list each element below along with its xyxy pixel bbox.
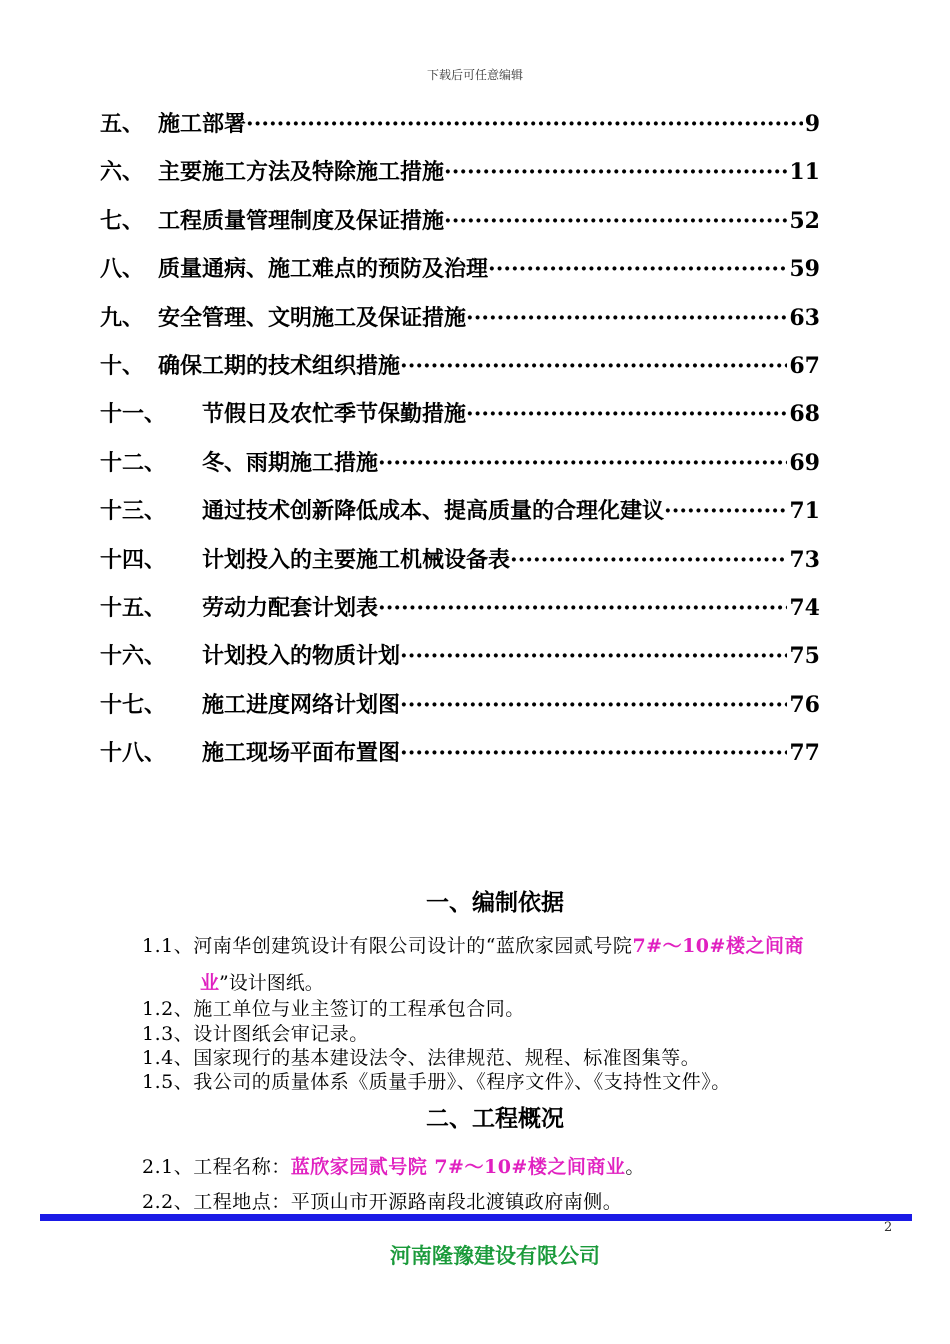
page-number: 2: [884, 1220, 893, 1235]
toc-row: [100, 300, 820, 348]
toc-row: [100, 396, 820, 444]
basis-item-1-text: 1.1、河南华创建筑设计有限公司设计的“蓝欣家园贰号院: [142, 935, 633, 957]
toc-number: 五、: [100, 111, 145, 137]
overview-item-2: 2.2、工程地点：平顶山市开源路南段北渡镇政府南侧。: [142, 1191, 623, 1213]
toc-leader-dots: [400, 638, 787, 674]
toc-row: [100, 203, 820, 251]
overview-item-1-end: 。: [625, 1156, 645, 1178]
toc-title: 劳动力配套计划表: [202, 594, 379, 621]
toc-number: 十、: [100, 352, 145, 379]
toc-title: 质量通病、施工难点的预防及治理: [158, 256, 489, 283]
toc-number: 十七、: [100, 691, 167, 718]
toc-page-number: 77: [789, 740, 820, 767]
toc-title: 确保工期的技术组织措施: [158, 352, 401, 379]
toc-number: 十五、: [100, 594, 167, 621]
section-heading-basis: 一、编制依据: [426, 889, 564, 916]
basis-item-1-text-end: ”设计图纸。: [219, 972, 324, 994]
overview-item-1: [142, 1152, 645, 1179]
toc-number: 十一、: [100, 401, 167, 428]
toc-leader-dots: [488, 251, 787, 287]
toc-page-number: 76: [789, 691, 820, 718]
basis-item-1-cont: [200, 968, 324, 995]
toc-number: 八、: [100, 256, 145, 283]
toc-number: 十八、: [100, 740, 167, 767]
toc-leader-dots: [444, 154, 787, 190]
toc-leader-dots: [664, 493, 787, 529]
toc-page-number: 73: [789, 546, 820, 573]
toc-title: 施工现场平面布置图: [202, 740, 401, 767]
toc-page-number: 75: [789, 643, 820, 670]
toc-title: 施工部署: [158, 111, 247, 137]
toc-title: 计划投入的物质计划: [202, 643, 401, 670]
toc-leader-dots: [378, 590, 787, 626]
toc-number: 十四、: [100, 546, 167, 573]
section-heading-overview: 二、工程概况: [426, 1105, 564, 1132]
basis-item-1-highlight: 7#～10#楼之间商: [632, 935, 804, 957]
toc-number: 七、: [100, 207, 145, 234]
basis-item-1-highlight-cont: 业: [200, 972, 220, 994]
toc-leader-dots: [510, 542, 787, 578]
toc-leader-dots: [466, 300, 787, 336]
toc-title: 施工进度网络计划图: [202, 691, 401, 718]
toc-row: [100, 154, 820, 202]
toc-title: 通过技术创新降低成本、提高质量的合理化建议: [202, 498, 665, 525]
toc-row: [100, 445, 820, 493]
toc-number: 九、: [100, 304, 145, 331]
toc-leader-dots: [400, 735, 787, 771]
basis-item-3: 1.3、设计图纸会审记录。: [142, 1023, 369, 1045]
toc-title: 冬、雨期施工措施: [202, 449, 379, 476]
toc-leader-dots: [466, 396, 787, 432]
toc-row: [100, 348, 820, 396]
toc-leader-dots: [246, 106, 803, 142]
toc-page-number: 11: [789, 159, 820, 186]
overview-item-1-highlight: 蓝欣家园贰号院 7#～10#楼之间商业: [290, 1156, 626, 1178]
toc-leader-dots: [400, 687, 787, 723]
toc-title: 节假日及农忙季节保勤措施: [202, 401, 467, 428]
basis-item-5: 1.5、我公司的质量体系《质量手册》、《程序文件》、《支持性文件》。: [142, 1071, 731, 1093]
toc-number: 十六、: [100, 643, 167, 670]
toc-number: 十二、: [100, 449, 167, 476]
toc-title: 工程质量管理制度及保证措施: [158, 207, 445, 234]
toc-leader-dots: [378, 445, 787, 481]
basis-item-2: 1.2、施工单位与业主签订的工程承包合同。: [142, 998, 525, 1020]
toc-row: [100, 106, 820, 154]
toc-page-number: 59: [789, 256, 820, 283]
toc-row: [100, 735, 820, 783]
footer-rule: [40, 1214, 912, 1221]
overview-item-1-label: 2.1、工程名称：: [142, 1156, 291, 1178]
basis-item-4: 1.4、国家现行的基本建设法令、法律规范、规程、标准图集等。: [142, 1047, 701, 1069]
toc-row: [100, 638, 820, 686]
basis-item-1: [142, 931, 804, 958]
toc-page-number: 67: [789, 352, 820, 379]
toc-title: 安全管理、文明施工及保证措施: [158, 304, 467, 331]
company-footer: 河南隆豫建设有限公司: [390, 1243, 600, 1268]
toc-number: 六、: [100, 159, 145, 186]
toc-number: 十三、: [100, 498, 167, 525]
toc-title: 计划投入的主要施工机械设备表: [202, 546, 511, 573]
toc-page-number: 71: [789, 498, 820, 525]
header-note: 下载后可任意编辑: [426, 68, 523, 82]
toc-title: 主要施工方法及特除施工措施: [158, 159, 445, 186]
toc-leader-dots: [444, 203, 787, 239]
toc-row: [100, 687, 820, 735]
toc-page-number: 68: [789, 401, 820, 428]
toc-row: [100, 493, 820, 541]
toc-row: [100, 542, 820, 590]
toc-page-number: 63: [789, 304, 820, 331]
toc-page-number: 69: [789, 449, 820, 476]
toc-row: [100, 590, 820, 638]
toc-leader-dots: [400, 348, 787, 384]
toc-page-number: 9: [804, 111, 820, 137]
table-of-contents: [100, 106, 820, 783]
toc-row: [100, 251, 820, 299]
toc-page-number: 52: [789, 207, 820, 234]
toc-page-number: 74: [789, 594, 820, 621]
